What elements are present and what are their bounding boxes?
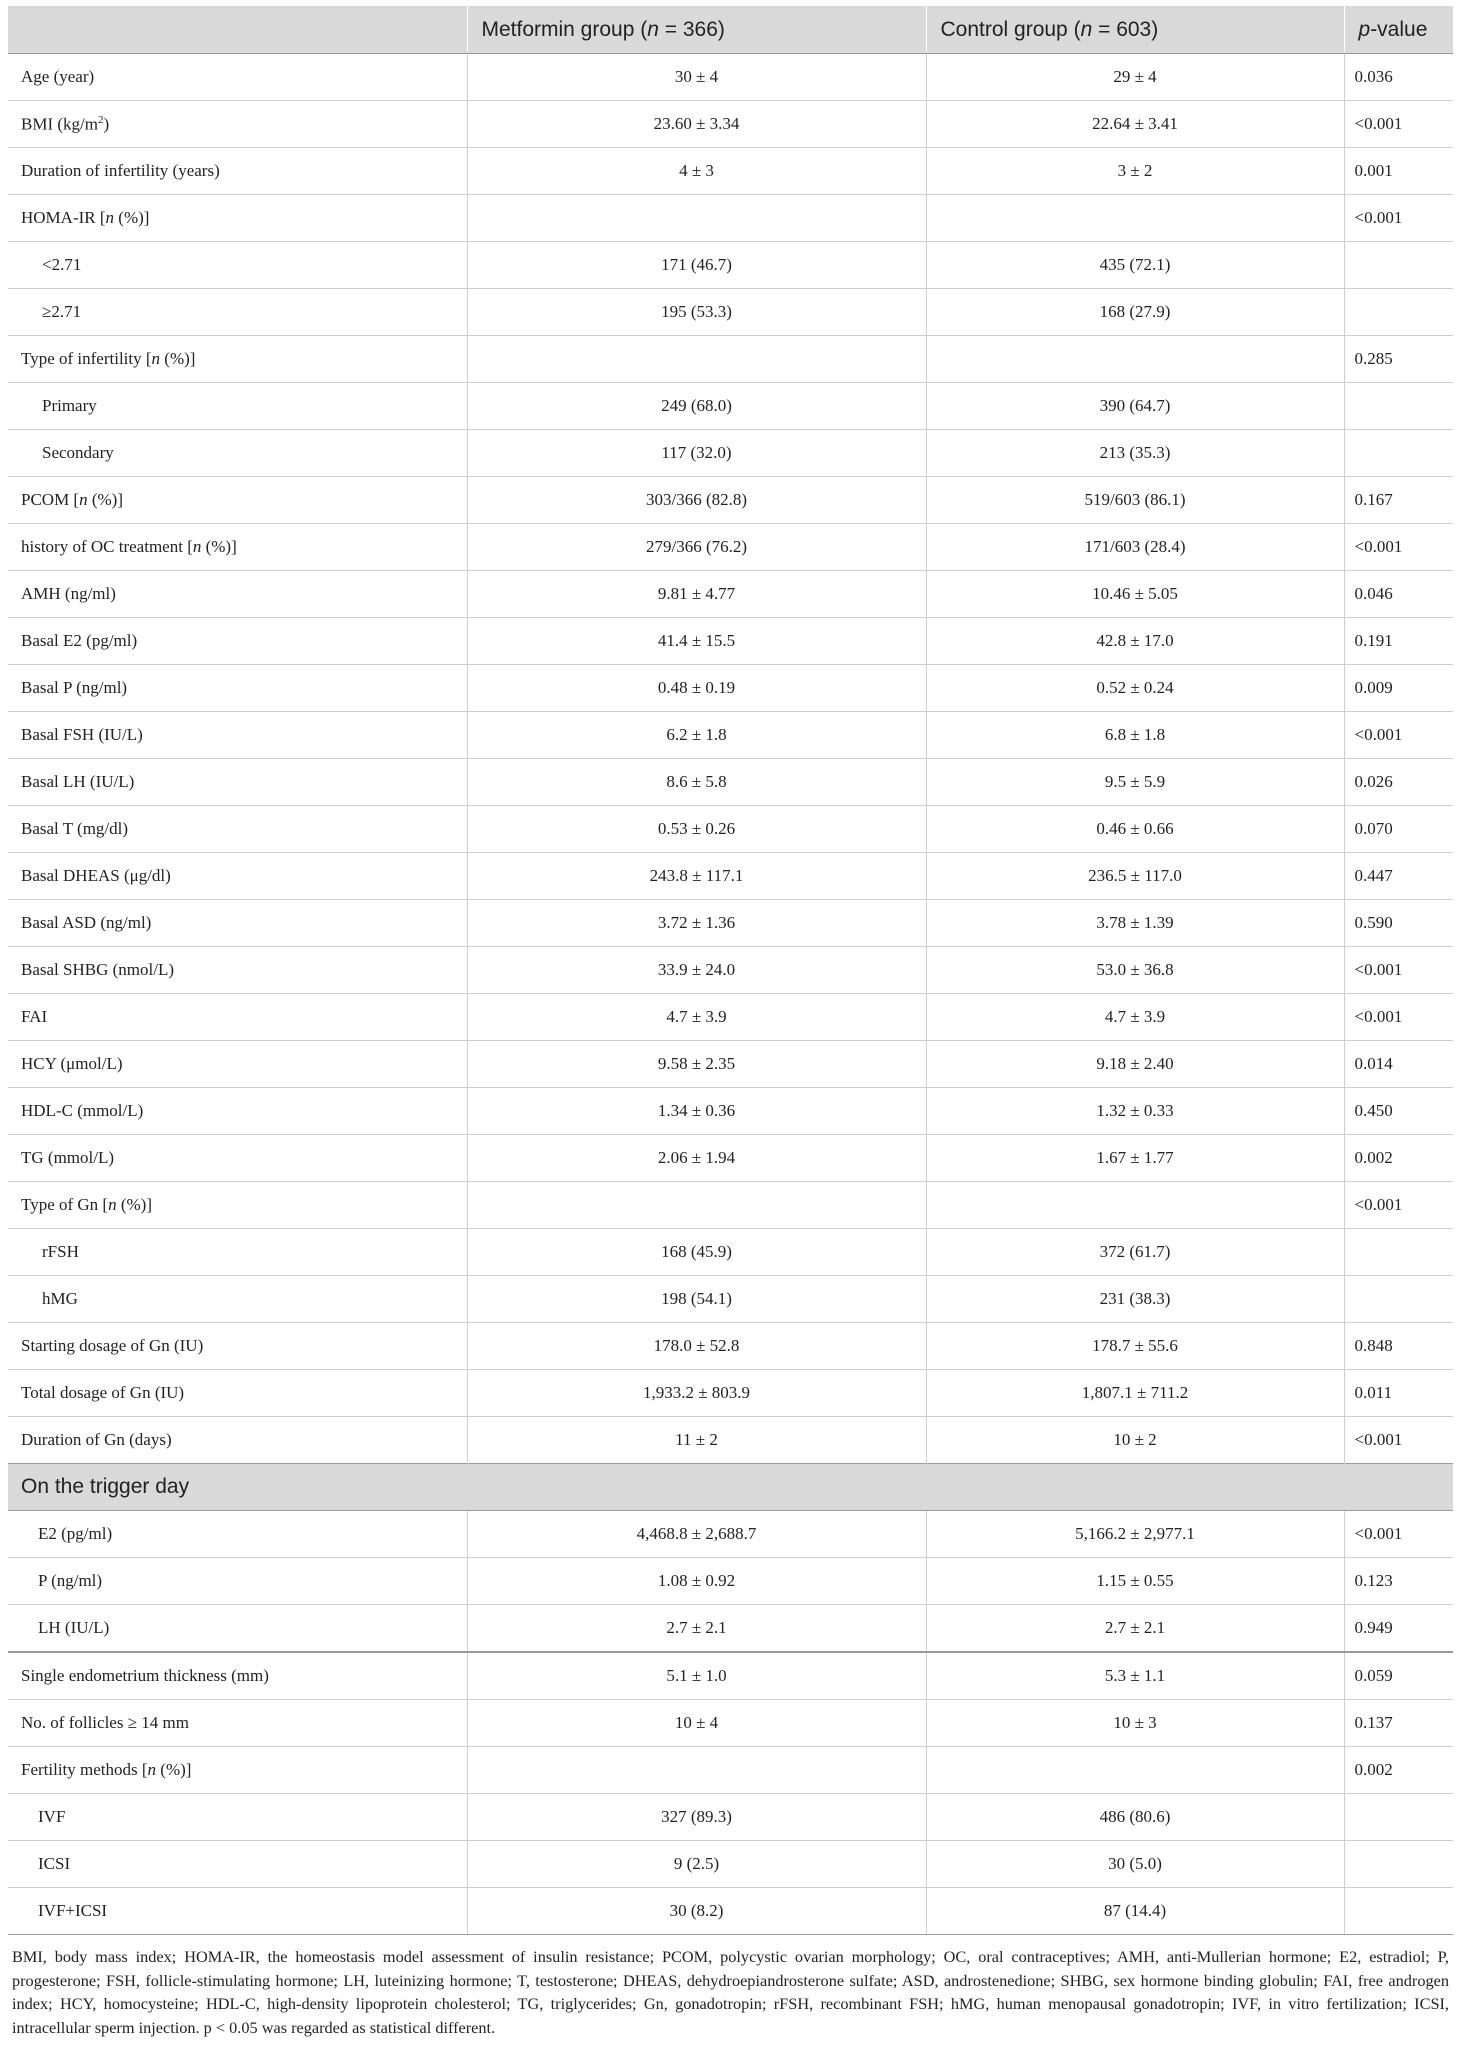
table-row bbox=[8, 1276, 1453, 1323]
cell-control: 9.18 ± 2.40 bbox=[926, 1041, 1344, 1088]
table-row bbox=[8, 101, 1453, 148]
row-label: Single endometrium thickness (mm) bbox=[8, 1652, 467, 1700]
cell-metformin bbox=[467, 195, 926, 242]
cell-control: 236.5 ± 117.0 bbox=[926, 853, 1344, 900]
table-row bbox=[8, 1370, 1453, 1417]
table-row bbox=[8, 195, 1453, 242]
cell-metformin: 3.72 ± 1.36 bbox=[467, 900, 926, 947]
table-row bbox=[8, 618, 1453, 665]
row-label: Basal ASD (ng/ml) bbox=[8, 900, 467, 947]
cell-control: 1.15 ± 0.55 bbox=[926, 1558, 1344, 1605]
table-row bbox=[8, 806, 1453, 853]
row-label: IVF bbox=[8, 1794, 467, 1841]
row-label: Duration of Gn (days) bbox=[8, 1417, 467, 1464]
cell-control: 1.67 ± 1.77 bbox=[926, 1135, 1344, 1182]
header-col-control: Control group (n = 603) bbox=[926, 6, 1344, 54]
cell-pvalue: <0.001 bbox=[1344, 1511, 1453, 1558]
cell-control bbox=[926, 1182, 1344, 1229]
cell-pvalue: <0.001 bbox=[1344, 994, 1453, 1041]
row-label: Type of infertility [n (%)] bbox=[8, 336, 467, 383]
row-label: P (ng/ml) bbox=[8, 1558, 467, 1605]
cell-metformin: 4.7 ± 3.9 bbox=[467, 994, 926, 1041]
cell-metformin: 168 (45.9) bbox=[467, 1229, 926, 1276]
cell-control: 5,166.2 ± 2,977.1 bbox=[926, 1511, 1344, 1558]
cell-pvalue: 0.167 bbox=[1344, 477, 1453, 524]
row-label: HCY (μmol/L) bbox=[8, 1041, 467, 1088]
cell-control: 9.5 ± 5.9 bbox=[926, 759, 1344, 806]
table-header-row bbox=[8, 6, 1453, 54]
cell-pvalue: 0.001 bbox=[1344, 148, 1453, 195]
data-table bbox=[8, 6, 1453, 1935]
cell-control: 171/603 (28.4) bbox=[926, 524, 1344, 571]
cell-control: 3 ± 2 bbox=[926, 148, 1344, 195]
cell-pvalue: 0.036 bbox=[1344, 54, 1453, 101]
row-label: ICSI bbox=[8, 1841, 467, 1888]
cell-control: 3.78 ± 1.39 bbox=[926, 900, 1344, 947]
cell-pvalue: <0.001 bbox=[1344, 712, 1453, 759]
table-row bbox=[8, 289, 1453, 336]
cell-control: 213 (35.3) bbox=[926, 430, 1344, 477]
cell-control: 390 (64.7) bbox=[926, 383, 1344, 430]
cell-pvalue: 0.123 bbox=[1344, 1558, 1453, 1605]
row-label: Age (year) bbox=[8, 54, 467, 101]
row-label: Basal P (ng/ml) bbox=[8, 665, 467, 712]
cell-pvalue: 0.285 bbox=[1344, 336, 1453, 383]
cell-metformin: 1,933.2 ± 803.9 bbox=[467, 1370, 926, 1417]
cell-control: 53.0 ± 36.8 bbox=[926, 947, 1344, 994]
row-label: Basal FSH (IU/L) bbox=[8, 712, 467, 759]
cell-control: 178.7 ± 55.6 bbox=[926, 1323, 1344, 1370]
cell-metformin: 117 (32.0) bbox=[467, 430, 926, 477]
cell-control: 1,807.1 ± 711.2 bbox=[926, 1370, 1344, 1417]
row-label: Total dosage of Gn (IU) bbox=[8, 1370, 467, 1417]
row-label: E2 (pg/ml) bbox=[8, 1511, 467, 1558]
row-label: HOMA-IR [n (%)] bbox=[8, 195, 467, 242]
cell-pvalue: 0.046 bbox=[1344, 571, 1453, 618]
row-label: Primary bbox=[8, 383, 467, 430]
cell-pvalue bbox=[1344, 289, 1453, 336]
cell-metformin: 0.48 ± 0.19 bbox=[467, 665, 926, 712]
cell-pvalue: <0.001 bbox=[1344, 1417, 1453, 1464]
cell-metformin bbox=[467, 1182, 926, 1229]
row-label: Duration of infertility (years) bbox=[8, 148, 467, 195]
cell-metformin: 171 (46.7) bbox=[467, 242, 926, 289]
table-row bbox=[8, 1652, 1453, 1700]
cell-metformin: 10 ± 4 bbox=[467, 1700, 926, 1747]
cell-metformin: 178.0 ± 52.8 bbox=[467, 1323, 926, 1370]
cell-metformin: 41.4 ± 15.5 bbox=[467, 618, 926, 665]
row-label: HDL-C (mmol/L) bbox=[8, 1088, 467, 1135]
table-row bbox=[8, 1088, 1453, 1135]
cell-metformin: 4 ± 3 bbox=[467, 148, 926, 195]
cell-control bbox=[926, 195, 1344, 242]
table-footnote: BMI, body mass index; HOMA-IR, the homeostasis model assessment of insulin resistance; PCOM, polycystic ovarian morphology; OC, oral contraceptives; AMH, anti-Mullerian hormone; E2, estradiol; P, progesterone; FSH, follicle-stimulating hormone; LH, luteinizing hormone; T, testosterone; DHEAS, dehydroepiandrosterone sulfate; ASD, androstenedione; SHBG, sex hormone binding globulin; FAI, free androgen index; HCY, homocysteine; HDL-C, high-density lipoprotein cholesterol; TG, triglycerides; Gn, gonadotropin; rFSH, recombinant FSH; hMG, human menopausal gonadotropin; IVF, in vitro fertilization; ICSI, intracellular sperm injection. p < 0.05 was regarded as statistical different. bbox=[12, 1947, 1449, 2037]
cell-pvalue: <0.001 bbox=[1344, 101, 1453, 148]
row-label: FAI bbox=[8, 994, 467, 1041]
row-label: LH (IU/L) bbox=[8, 1605, 467, 1653]
cell-pvalue: <0.001 bbox=[1344, 1182, 1453, 1229]
cell-pvalue: 0.137 bbox=[1344, 1700, 1453, 1747]
row-label: Type of Gn [n (%)] bbox=[8, 1182, 467, 1229]
cell-metformin bbox=[467, 1747, 926, 1794]
table-row bbox=[8, 900, 1453, 947]
cell-metformin: 8.6 ± 5.8 bbox=[467, 759, 926, 806]
row-label: PCOM [n (%)] bbox=[8, 477, 467, 524]
table-row bbox=[8, 571, 1453, 618]
row-label: AMH (ng/ml) bbox=[8, 571, 467, 618]
cell-pvalue: 0.191 bbox=[1344, 618, 1453, 665]
cell-control: 5.3 ± 1.1 bbox=[926, 1652, 1344, 1700]
cell-pvalue bbox=[1344, 1276, 1453, 1323]
table-row bbox=[8, 336, 1453, 383]
cell-metformin: 195 (53.3) bbox=[467, 289, 926, 336]
table-row bbox=[8, 665, 1453, 712]
table-row bbox=[8, 1182, 1453, 1229]
table-row bbox=[8, 1417, 1453, 1464]
cell-metformin: 9.81 ± 4.77 bbox=[467, 571, 926, 618]
cell-control: 22.64 ± 3.41 bbox=[926, 101, 1344, 148]
cell-metformin: 243.8 ± 117.1 bbox=[467, 853, 926, 900]
cell-control: 87 (14.4) bbox=[926, 1888, 1344, 1935]
cell-pvalue: 0.590 bbox=[1344, 900, 1453, 947]
table-row bbox=[8, 477, 1453, 524]
table-row bbox=[8, 712, 1453, 759]
cell-pvalue: 0.447 bbox=[1344, 853, 1453, 900]
cell-metformin: 9 (2.5) bbox=[467, 1841, 926, 1888]
cell-metformin: 303/366 (82.8) bbox=[467, 477, 926, 524]
row-label: Secondary bbox=[8, 430, 467, 477]
cell-metformin: 6.2 ± 1.8 bbox=[467, 712, 926, 759]
cell-pvalue: <0.001 bbox=[1344, 524, 1453, 571]
cell-metformin: 5.1 ± 1.0 bbox=[467, 1652, 926, 1700]
cell-control: 0.52 ± 0.24 bbox=[926, 665, 1344, 712]
cell-pvalue bbox=[1344, 242, 1453, 289]
cell-metformin: 2.7 ± 2.1 bbox=[467, 1605, 926, 1653]
cell-metformin: 279/366 (76.2) bbox=[467, 524, 926, 571]
cell-control: 10 ± 2 bbox=[926, 1417, 1344, 1464]
table-row bbox=[8, 1041, 1453, 1088]
row-label: Basal T (mg/dl) bbox=[8, 806, 467, 853]
row-label: <2.71 bbox=[8, 242, 467, 289]
cell-metformin: 0.53 ± 0.26 bbox=[467, 806, 926, 853]
row-label: ≥2.71 bbox=[8, 289, 467, 336]
table-row bbox=[8, 759, 1453, 806]
table-row bbox=[8, 1558, 1453, 1605]
cell-control bbox=[926, 1747, 1344, 1794]
cell-control: 2.7 ± 2.1 bbox=[926, 1605, 1344, 1653]
table-row bbox=[8, 994, 1453, 1041]
cell-pvalue bbox=[1344, 1229, 1453, 1276]
cell-control: 30 (5.0) bbox=[926, 1841, 1344, 1888]
section-title: On the trigger day bbox=[8, 1464, 1453, 1511]
cell-pvalue: 0.002 bbox=[1344, 1135, 1453, 1182]
row-label: Basal SHBG (nmol/L) bbox=[8, 947, 467, 994]
row-label: history of OC treatment [n (%)] bbox=[8, 524, 467, 571]
cell-metformin: 2.06 ± 1.94 bbox=[467, 1135, 926, 1182]
cell-metformin: 249 (68.0) bbox=[467, 383, 926, 430]
cell-control bbox=[926, 336, 1344, 383]
cell-pvalue: 0.009 bbox=[1344, 665, 1453, 712]
cell-metformin: 327 (89.3) bbox=[467, 1794, 926, 1841]
cell-metformin: 198 (54.1) bbox=[467, 1276, 926, 1323]
table-row bbox=[8, 1841, 1453, 1888]
cell-control: 519/603 (86.1) bbox=[926, 477, 1344, 524]
row-label: TG (mmol/L) bbox=[8, 1135, 467, 1182]
cell-metformin: 30 (8.2) bbox=[467, 1888, 926, 1935]
table-row bbox=[8, 1511, 1453, 1558]
row-label: No. of follicles ≥ 14 mm bbox=[8, 1700, 467, 1747]
cell-control: 231 (38.3) bbox=[926, 1276, 1344, 1323]
cell-control: 1.32 ± 0.33 bbox=[926, 1088, 1344, 1135]
row-label: hMG bbox=[8, 1276, 467, 1323]
table-row bbox=[8, 242, 1453, 289]
section-row bbox=[8, 1464, 1453, 1511]
table-row bbox=[8, 148, 1453, 195]
cell-control: 0.46 ± 0.66 bbox=[926, 806, 1344, 853]
cell-metformin: 33.9 ± 24.0 bbox=[467, 947, 926, 994]
cell-control: 10 ± 3 bbox=[926, 1700, 1344, 1747]
cell-control: 42.8 ± 17.0 bbox=[926, 618, 1344, 665]
cell-control: 372 (61.7) bbox=[926, 1229, 1344, 1276]
row-label: IVF+ICSI bbox=[8, 1888, 467, 1935]
table-row bbox=[8, 383, 1453, 430]
cell-control: 6.8 ± 1.8 bbox=[926, 712, 1344, 759]
cell-control: 4.7 ± 3.9 bbox=[926, 994, 1344, 1041]
cell-control: 435 (72.1) bbox=[926, 242, 1344, 289]
table-row bbox=[8, 1888, 1453, 1935]
cell-metformin: 4,468.8 ± 2,688.7 bbox=[467, 1511, 926, 1558]
header-col-pvalue: p-value bbox=[1344, 6, 1453, 54]
table-row bbox=[8, 1700, 1453, 1747]
row-label: Basal DHEAS (μg/dl) bbox=[8, 853, 467, 900]
table-row bbox=[8, 524, 1453, 571]
row-label: Basal LH (IU/L) bbox=[8, 759, 467, 806]
cell-metformin: 11 ± 2 bbox=[467, 1417, 926, 1464]
cell-pvalue bbox=[1344, 1888, 1453, 1935]
cell-pvalue: 0.014 bbox=[1344, 1041, 1453, 1088]
row-label: Starting dosage of Gn (IU) bbox=[8, 1323, 467, 1370]
cell-metformin: 1.08 ± 0.92 bbox=[467, 1558, 926, 1605]
cell-pvalue bbox=[1344, 430, 1453, 477]
cell-control: 29 ± 4 bbox=[926, 54, 1344, 101]
table-row bbox=[8, 1794, 1453, 1841]
cell-metformin: 1.34 ± 0.36 bbox=[467, 1088, 926, 1135]
cell-metformin: 23.60 ± 3.34 bbox=[467, 101, 926, 148]
table-body bbox=[8, 54, 1453, 1935]
cell-pvalue: 0.059 bbox=[1344, 1652, 1453, 1700]
cell-pvalue: <0.001 bbox=[1344, 947, 1453, 994]
table-row bbox=[8, 1747, 1453, 1794]
cell-pvalue: 0.848 bbox=[1344, 1323, 1453, 1370]
row-label: BMI $(kg/m^2)$ bbox=[8, 101, 467, 148]
cell-pvalue bbox=[1344, 1794, 1453, 1841]
cell-metformin bbox=[467, 336, 926, 383]
table-row bbox=[8, 1135, 1453, 1182]
row-label: Basal E2 (pg/ml) bbox=[8, 618, 467, 665]
cell-pvalue: 0.026 bbox=[1344, 759, 1453, 806]
cell-control: 486 (80.6) bbox=[926, 1794, 1344, 1841]
header-col-variable bbox=[8, 6, 467, 54]
table-row bbox=[8, 1323, 1453, 1370]
cell-control: 168 (27.9) bbox=[926, 289, 1344, 336]
table-row bbox=[8, 1229, 1453, 1276]
cell-pvalue: 0.070 bbox=[1344, 806, 1453, 853]
table-row bbox=[8, 947, 1453, 994]
cell-pvalue: <0.001 bbox=[1344, 195, 1453, 242]
cell-pvalue: 0.002 bbox=[1344, 1747, 1453, 1794]
document bbox=[8, 6, 1453, 2039]
cell-metformin: 9.58 ± 2.35 bbox=[467, 1041, 926, 1088]
cell-control: 10.46 ± 5.05 bbox=[926, 571, 1344, 618]
table-row bbox=[8, 853, 1453, 900]
row-label: rFSH bbox=[8, 1229, 467, 1276]
cell-pvalue: 0.450 bbox=[1344, 1088, 1453, 1135]
cell-pvalue: 0.949 bbox=[1344, 1605, 1453, 1653]
cell-pvalue bbox=[1344, 1841, 1453, 1888]
table-row bbox=[8, 1605, 1453, 1653]
header-col-metformin: Metformin group (n = 366) bbox=[467, 6, 926, 54]
cell-metformin: 30 ± 4 bbox=[467, 54, 926, 101]
row-label: Fertility methods [n (%)] bbox=[8, 1747, 467, 1794]
table-row bbox=[8, 430, 1453, 477]
table-row bbox=[8, 54, 1453, 101]
cell-pvalue bbox=[1344, 383, 1453, 430]
cell-pvalue: 0.011 bbox=[1344, 1370, 1453, 1417]
